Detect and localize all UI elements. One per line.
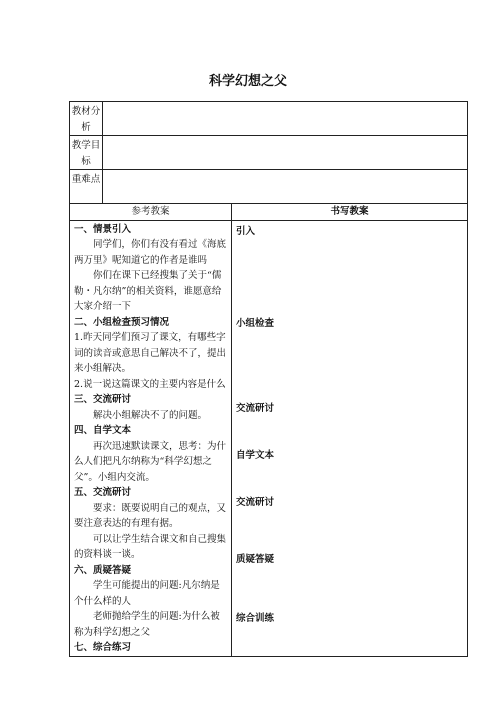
reference-plan-content	[70, 220, 232, 656]
section-heading: 七、综合练习	[74, 642, 132, 653]
writing-item: 引入	[236, 225, 256, 237]
lesson-paragraph: 1.昨天同学们预习了课文，有哪些字词的读音或意思自己解决不了，提出来小组解决。	[74, 332, 227, 374]
row-label-material-analysis: 教材分析	[70, 102, 103, 136]
writing-item: 交流研讨	[236, 496, 275, 508]
lesson-paragraph: 老师抛给学生的问题:为什么被称为科学幻想之父	[74, 611, 220, 638]
writing-plan-content	[232, 220, 468, 656]
section-heading: 一、情景引入	[74, 223, 132, 235]
column-header-writing-plan: 书写教案	[232, 204, 468, 221]
document-title: 科学幻想之父	[208, 74, 287, 89]
column-header-row	[70, 204, 468, 221]
lesson-paragraph: 同学们，你们有没有看过《海底两万里》呢知道它的作者是谁吗	[74, 239, 227, 266]
row-label-teaching-goals: 教学目标	[70, 136, 103, 170]
row-teaching-goals	[70, 136, 468, 170]
writing-item: 质疑答疑	[236, 553, 275, 565]
row-material-analysis	[70, 102, 468, 136]
lesson-paragraph: 学生可能提出的问题:凡尔纳是个什么样的人	[74, 580, 220, 607]
row-key-difficulties	[70, 170, 468, 204]
row-label-key-difficulties: 重难点	[70, 170, 103, 204]
lesson-paragraph: 你们在课下已经搜集了关于“儒勒・凡尔纳”的相关资料，谁愿意给大家介绍一下	[74, 270, 222, 312]
row-value-key-difficulties	[103, 170, 468, 204]
section-heading: 四、自学文本	[74, 425, 132, 436]
writing-item: 小组检查	[236, 317, 275, 329]
section-heading: 五、交流研讨	[74, 487, 132, 498]
section-heading: 二、小组检查预习情况	[74, 316, 170, 328]
section-heading: 六、质疑答疑	[74, 564, 132, 576]
lesson-paragraph: 2.说一说这篇课文的主要内容是什么	[74, 378, 226, 390]
writing-item: 自学文本	[236, 449, 275, 461]
section-heading: 三、交流研讨	[74, 394, 132, 405]
lesson-paragraph: 可以让学生结合课文和自己搜集的资料谈一谈。	[74, 533, 227, 560]
lesson-body-row	[70, 220, 468, 656]
lesson-plan-table	[69, 101, 468, 657]
row-value-material-analysis	[103, 102, 468, 136]
lesson-paragraph: 要求：既要说明自己的观点，又要注意表达的有理有据。	[74, 502, 227, 529]
writing-item: 综合训练	[236, 612, 275, 624]
column-header-reference-plan: 参考教案	[70, 204, 232, 221]
row-value-teaching-goals	[103, 136, 468, 170]
writing-item: 交流研讨	[236, 402, 275, 414]
lesson-paragraph: 解决小组解决不了的问题。	[93, 409, 208, 421]
lesson-paragraph: 再次迅速默读课文，思考：为什么人们把凡尔纳称为“科学幻想之父”。小组内交流。	[74, 440, 227, 483]
